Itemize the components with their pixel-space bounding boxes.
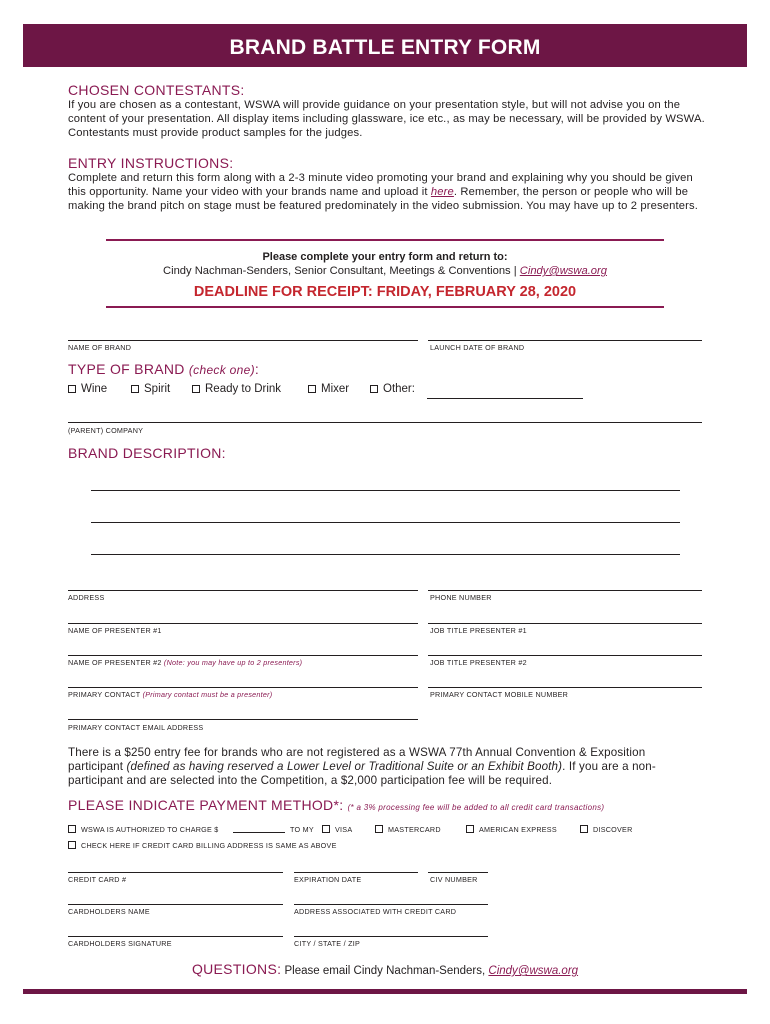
authorize-charge-option[interactable]: WSWA IS AUTHORIZED TO CHARGE $ [68,825,219,834]
brand-type-heading: TYPE OF BRAND (check one): [68,361,260,377]
questions-line: QUESTIONS: Please email Cindy Nachman-Senders, Cindy@wswa.org [191,961,579,977]
description-heading: BRAND DESCRIPTION: [68,445,226,461]
primary-email-label: PRIMARY CONTACT EMAIL ADDRESS [68,723,204,732]
type-wine-option[interactable]: Wine [68,383,107,395]
cardholder-name-label: CARDHOLDERS NAME [68,907,150,916]
rtd-checkbox[interactable] [192,385,200,393]
page-title: BRAND BATTLE ENTRY FORM [23,24,747,67]
other-checkbox[interactable] [370,385,378,393]
card-address-label: ADDRESS ASSOCIATED WITH CREDIT CARD [294,907,457,916]
wine-checkbox[interactable] [68,385,76,393]
instructions-heading: ENTRY INSTRUCTIONS: [68,155,234,171]
mixer-checkbox[interactable] [308,385,316,393]
authorize-checkbox[interactable] [68,825,76,833]
upload-link[interactable]: here [430,186,454,198]
to-my-label: TO MY [290,825,314,834]
mastercard-checkbox[interactable] [375,825,383,833]
phone-field[interactable] [428,590,702,591]
credit-card-field[interactable] [68,872,283,873]
spirit-checkbox[interactable] [131,385,139,393]
contestants-heading: CHOSEN CONTESTANTS: [68,82,245,98]
payment-heading: PLEASE INDICATE PAYMENT METHOD*: (* a 3% processing fee will be added to all credit card transactions) [68,797,605,813]
city-state-zip-label: CITY / STATE / ZIP [294,939,360,948]
presenter2-label: NAME OF PRESENTER #2 (Note: you may have up to 2 presenters) [68,658,303,667]
launch-date-label: LAUNCH DATE OF BRAND [430,343,525,352]
same-address-checkbox[interactable] [68,841,76,849]
amex-option[interactable]: AMERICAN EXPRESS [466,825,557,834]
visa-option[interactable]: VISA [322,825,352,834]
contestants-text: If you are chosen as a contestant, WSWA will provide guidance on your presentation style, but will not advise you on the content of your presentation. All display items including glassware, ice etc., as may be necessary, will be provided by WSWA. Contestants must provide product samples for the judges. [68,99,705,139]
primary-mobile-field[interactable] [428,687,702,688]
presenter1-label: NAME OF PRESENTER #1 [68,626,162,635]
signature-label: CARDHOLDERS SIGNATURE [68,939,172,948]
deadline: DEADLINE FOR RECEIPT: FRIDAY, FEBRUARY 28, 2020 [193,284,577,300]
credit-card-label: CREDIT CARD # [68,875,127,884]
discover-option[interactable]: DISCOVER [580,825,633,834]
type-mixer-option[interactable]: Mixer [308,383,349,395]
mastercard-option[interactable]: MASTERCARD [375,825,441,834]
divider-top [106,239,664,241]
phone-label: PHONE NUMBER [430,593,492,602]
questions-label: QUESTIONS: [191,961,282,977]
primary-contact-label: PRIMARY CONTACT (Primary contact must be a presenter) [68,690,273,699]
primary-email-field[interactable] [68,719,418,720]
brand-name-label: NAME OF BRAND [68,343,132,352]
expiration-label: EXPIRATION DATE [294,875,362,884]
same-address-option[interactable]: CHECK HERE IF CREDIT CARD BILLING ADDRESS IS SAME AS ABOVE [68,841,337,850]
return-instruction: Please complete your entry form and return to: [262,251,508,263]
other-text-field[interactable] [427,398,583,399]
civ-label: CIV NUMBER [430,875,478,884]
cardholder-name-field[interactable] [68,904,283,905]
address-label: ADDRESS [68,593,105,602]
job2-label: JOB TITLE PRESENTER #2 [430,658,527,667]
description-line-2[interactable] [91,522,680,523]
civ-field[interactable] [428,872,488,873]
return-contact: Cindy Nachman-Senders, Senior Consultant, Meetings & Conventions | Cindy@wswa.org [163,265,607,277]
job2-field[interactable] [428,655,702,656]
presenter2-field[interactable] [68,655,418,656]
type-rtd-option[interactable]: Ready to Drink [192,383,281,395]
signature-field[interactable] [68,936,283,937]
parent-company-field[interactable] [68,422,702,423]
divider-bottom [106,306,664,308]
discover-checkbox[interactable] [580,825,588,833]
type-other-option[interactable]: Other: [370,383,415,395]
city-state-zip-field[interactable] [294,936,488,937]
job1-field[interactable] [428,623,702,624]
amex-checkbox[interactable] [466,825,474,833]
launch-date-field[interactable] [428,340,702,341]
brand-name-field[interactable] [68,340,418,341]
questions-email-link[interactable]: Cindy@wswa.org [488,965,579,977]
card-address-field[interactable] [294,904,488,905]
contact-email-link[interactable]: Cindy@wswa.org [519,265,607,277]
job1-label: JOB TITLE PRESENTER #1 [430,626,527,635]
footer-bar [23,989,747,994]
primary-contact-field[interactable] [68,687,418,688]
instructions-text: Complete and return this form along with a 2-3 minute video promoting your brand and explaining why you should be given this opportunity. Name your video with your brands name and upload it here. Remember, the person or people who will be making the brand pitch on stage must be featured predominately in the video submission. You may have up to 2 presenters. [68,172,698,212]
visa-checkbox[interactable] [322,825,330,833]
description-line-3[interactable] [91,554,680,555]
fee-text: There is a $250 entry fee for brands who are not registered as a WSWA 77th Annual Convention & Exposition participant (defined as having reserved a Lower Level or Traditional Suite or an Exhibit Booth). If you are a non-participant and are selected into the Competition, a $2,000 participation fee will be required. [68,746,656,787]
parent-company-label: (PARENT) COMPANY [68,426,144,435]
address-field[interactable] [68,590,418,591]
charge-amount-field[interactable] [233,832,285,833]
presenter1-field[interactable] [68,623,418,624]
description-line-1[interactable] [91,490,680,491]
type-spirit-option[interactable]: Spirit [131,383,170,395]
primary-mobile-label: PRIMARY CONTACT MOBILE NUMBER [430,690,569,699]
expiration-field[interactable] [294,872,418,873]
